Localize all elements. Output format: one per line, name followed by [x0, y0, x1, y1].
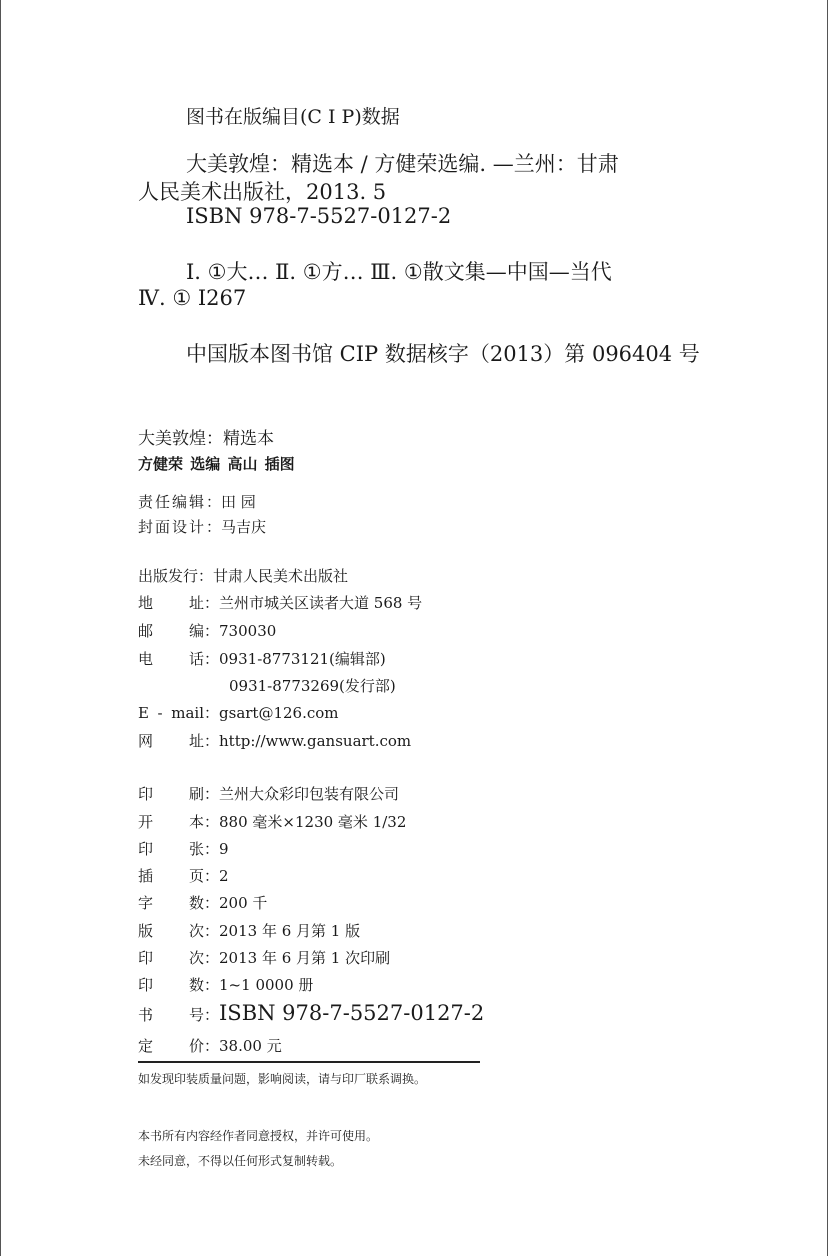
- price-row: 定 价：38.00 元: [138, 1037, 282, 1055]
- price-value: 38.00 元: [219, 1037, 282, 1055]
- distribution-label: 出版发行: [138, 567, 199, 585]
- cover-designer-label: 封面设计: [138, 518, 207, 536]
- spec-row: 印 刷：兰州大众彩印包装有限公司: [138, 785, 400, 803]
- spec-value: 兰州大众彩印包装有限公司: [219, 785, 400, 803]
- rights-notice-2: 未经同意，不得以任何形式复制转载。: [138, 1154, 343, 1168]
- rights-notice-1: 本书所有内容经作者同意授权，并许可使用。: [138, 1129, 379, 1143]
- editor-label: 责任编辑: [138, 493, 207, 511]
- spec-label: 版 次: [138, 922, 204, 940]
- spec-value: 2013 年 6 月第 1 版: [219, 922, 361, 940]
- book-credits: 方健荣 选编 高山 插图: [138, 455, 295, 473]
- cip-isbn: ISBN 978-7-5527-0127-2: [186, 204, 452, 228]
- editor-value: 田 园: [221, 493, 256, 511]
- spec-label: 印 次: [138, 949, 204, 967]
- cover-designer-value: 马吉庆: [221, 518, 267, 536]
- divider-rule: [138, 1061, 480, 1063]
- website-row: 网 址：http://www.gansuart.com: [138, 732, 412, 750]
- website-label: 网 址: [138, 732, 204, 750]
- editor-row: 责任编辑：田 园: [138, 493, 256, 511]
- spec-label: 开 本: [138, 813, 204, 831]
- cip-entry-line2: 人民美术出版社，2013. 5: [138, 180, 387, 204]
- spec-row: 印 数：1~1 0000 册: [138, 976, 314, 994]
- spec-value: 1~1 0000 册: [219, 976, 314, 994]
- distribution-value: 甘肃人民美术出版社: [213, 567, 349, 585]
- spec-label: 印 数: [138, 976, 204, 994]
- spec-label: 印 刷: [138, 785, 204, 803]
- postcode-label: 邮 编: [138, 622, 204, 640]
- website-value: http://www.gansuart.com: [219, 732, 412, 750]
- spec-value: 200 千: [219, 894, 268, 912]
- spec-row: 印 次：2013 年 6 月第 1 次印刷: [138, 949, 391, 967]
- postcode-row: 邮 编：730030: [138, 622, 277, 640]
- phone-label: 电 话: [138, 650, 204, 668]
- email-label: E - mail: [138, 704, 204, 722]
- address-row: 地 址：兰州市城关区读者大道 568 号: [138, 594, 423, 612]
- cip-classification-line1: Ⅰ. ①大… Ⅱ. ①方… Ⅲ. ①散文集—中国—当代: [186, 260, 612, 284]
- email-row: E - mail：gsart@126.com: [138, 704, 339, 722]
- phone-value-distribution: 0931-8773269(发行部): [229, 677, 396, 695]
- cip-verification-number: 中国版本图书馆 CIP 数据核字（2013）第 096404 号: [186, 342, 700, 366]
- spec-label: 印 张: [138, 840, 204, 858]
- cover-designer-row: 封面设计：马吉庆: [138, 518, 267, 536]
- address-label: 地 址: [138, 594, 204, 612]
- spec-row: 印 张：9: [138, 840, 229, 858]
- spec-label: 字 数: [138, 894, 204, 912]
- spec-value: 9: [219, 840, 229, 858]
- cip-classification-line2: Ⅳ. ① I267: [138, 286, 247, 310]
- spec-value: 880 毫米×1230 毫米 1/32: [219, 813, 407, 831]
- postcode-value: 730030: [219, 622, 277, 640]
- isbn-value: ISBN 978-7-5527-0127-2: [219, 1001, 485, 1025]
- price-label: 定 价: [138, 1037, 204, 1055]
- isbn-label: 书 号: [138, 1006, 204, 1024]
- book-title: 大美敦煌：精选本: [138, 429, 274, 449]
- spec-row: 字 数：200 千: [138, 894, 268, 912]
- isbn-row: 书 号：ISBN 978-7-5527-0127-2: [138, 1001, 485, 1025]
- page-left-border: [0, 0, 1, 1256]
- phone-row: 电 话：0931-8773121(编辑部): [138, 650, 386, 668]
- cip-title: 图书在版编目(C I P)数据: [186, 106, 400, 128]
- phone-value-editorial: 0931-8773121(编辑部): [219, 650, 386, 668]
- distribution-row: 出版发行：甘肃人民美术出版社: [138, 567, 349, 585]
- spec-row: 开 本：880 毫米×1230 毫米 1/32: [138, 813, 407, 831]
- quality-notice: 如发现印装质量问题，影响阅读，请与印厂联系调换。: [138, 1072, 427, 1086]
- spec-row: 插 页：2: [138, 867, 229, 885]
- spec-value: 2013 年 6 月第 1 次印刷: [219, 949, 391, 967]
- address-value: 兰州市城关区读者大道 568 号: [219, 594, 423, 612]
- spec-row: 版 次：2013 年 6 月第 1 版: [138, 922, 361, 940]
- cip-entry-line1: 大美敦煌：精选本 / 方健荣选编. —兰州：甘肃: [186, 152, 619, 176]
- email-value: gsart@126.com: [219, 704, 339, 722]
- spec-label: 插 页: [138, 867, 204, 885]
- spec-value: 2: [219, 867, 229, 885]
- phone-row-2: [229, 675, 396, 696]
